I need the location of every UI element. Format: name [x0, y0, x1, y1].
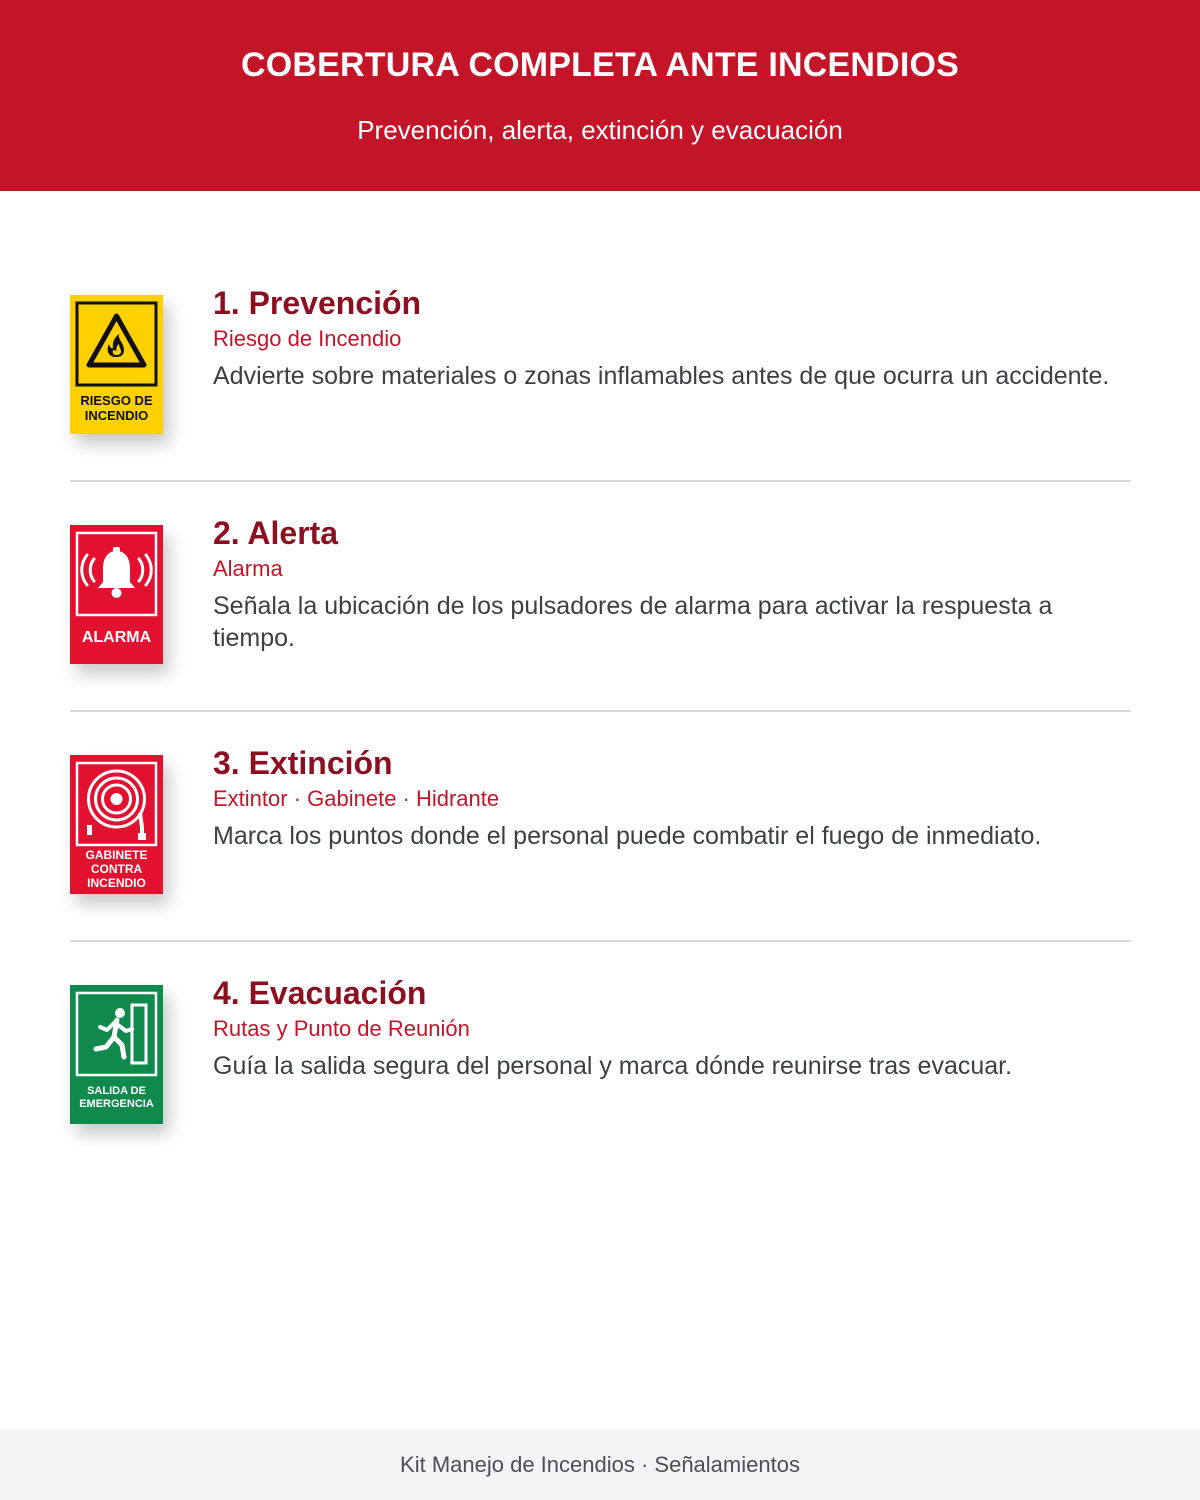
sign-alarm [70, 525, 163, 664]
header-banner [0, 0, 1200, 191]
item-description: Guía la salida segura del personal y marca dónde reunirse tras evacuar. [213, 1052, 1013, 1080]
coverage-item-prevention [70, 250, 1131, 480]
item-subheading: Riesgo de Incendio [213, 326, 402, 351]
alarm-bell-icon [70, 525, 163, 664]
sign-label-line: GABINETE [85, 848, 148, 862]
footer-text: Kit Manejo de Incendios · Señalamientos [400, 1452, 800, 1477]
coverage-item-alert [70, 480, 1131, 710]
emergency-exit-icon [70, 985, 163, 1124]
item-heading: 2. Alerta [213, 515, 339, 551]
sign-label-line: INCENDIO [87, 876, 146, 890]
page-subtitle: Prevención, alerta, extinción y evacuación [357, 115, 843, 145]
item-description: Marca los puntos donde el personal puede combatir el fuego de inmediato. [213, 822, 1042, 850]
sign-label-line: SALIDA DE [87, 1085, 146, 1097]
item-description: Advierte sobre materiales o zonas inflamables antes de que ocurra un accidente. [213, 362, 1110, 390]
sign-label-line: CONTRA [90, 862, 143, 876]
sign-label-line: RIESGO DE [80, 393, 153, 408]
item-description: Señala la ubicación de los pulsadores de alarma para activar la respuesta a tiempo. [213, 592, 1053, 652]
item-subheading: Alarma [213, 556, 283, 581]
sign-label-line: ALARMA [81, 629, 152, 646]
item-heading: 1. Prevención [213, 285, 422, 321]
item-heading: 4. Evacuación [213, 975, 427, 1011]
fire-hose-reel-icon [70, 755, 163, 894]
coverage-item-evacuation [70, 940, 1131, 1170]
item-subheading: Rutas y Punto de Reunión [213, 1016, 470, 1041]
sign-fire-risk [70, 295, 163, 434]
sign-label-line: EMERGENCIA [79, 1098, 154, 1110]
coverage-item-extinction [70, 710, 1131, 940]
footer [0, 1430, 1200, 1500]
sign-emergency-exit [70, 985, 163, 1124]
item-heading: 3. Extinción [213, 745, 393, 781]
page-title: COBERTURA COMPLETA ANTE INCENDIOS [240, 46, 960, 84]
sign-fire-cabinet [70, 755, 163, 894]
item-subheading: Extintor · Gabinete · Hidrante [213, 786, 500, 811]
sign-label-line: INCENDIO [84, 408, 149, 423]
fire-warning-triangle-icon [70, 295, 163, 434]
